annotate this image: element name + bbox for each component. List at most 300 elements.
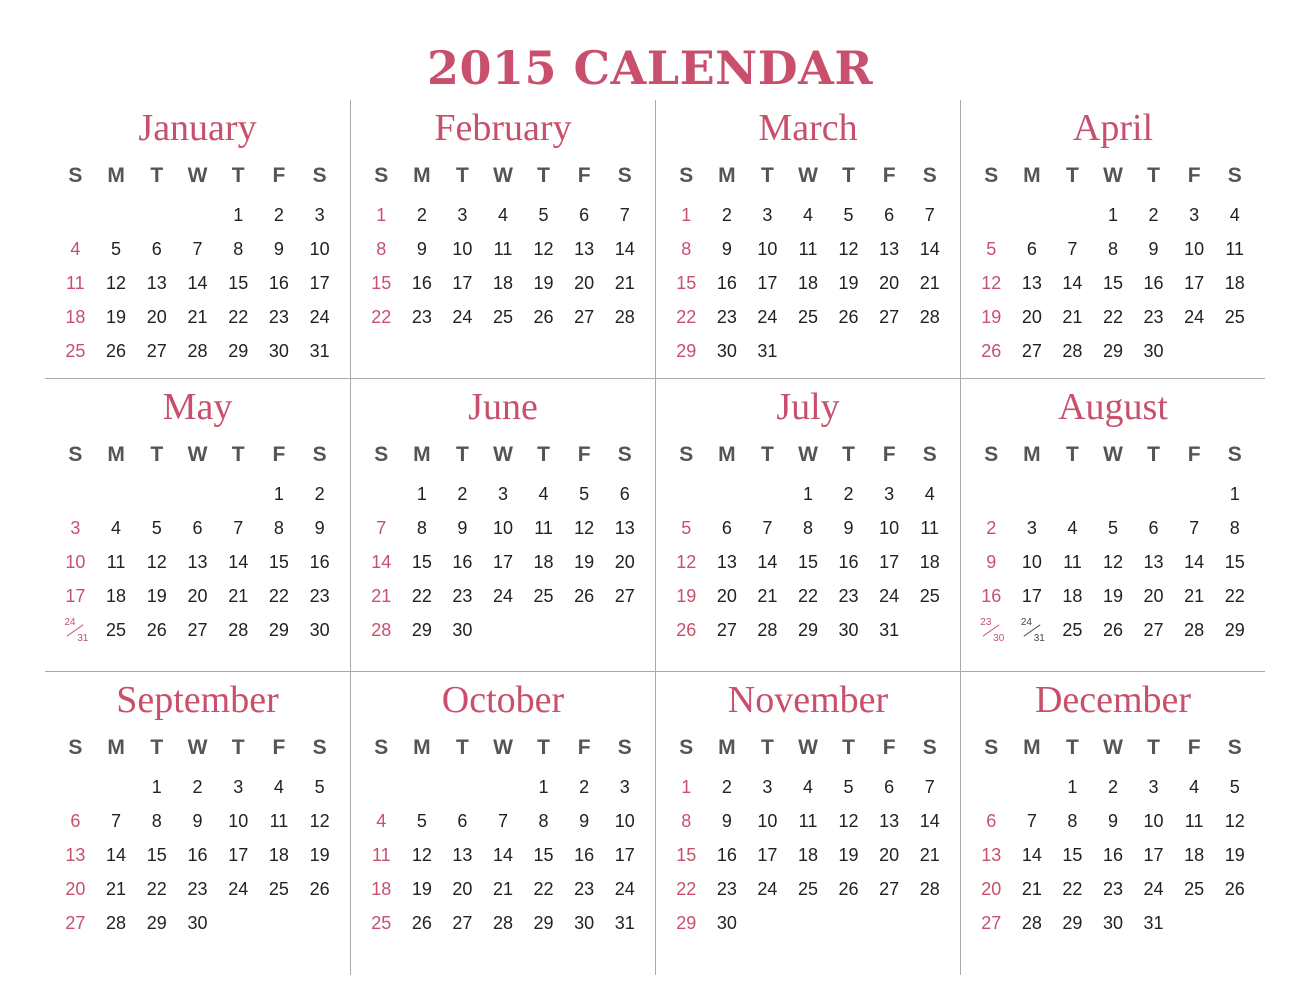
empty-day	[55, 477, 96, 511]
week-row	[55, 838, 340, 872]
day-cell: 21	[1062, 307, 1083, 327]
day-cell: 3	[457, 205, 468, 225]
weekday-header	[666, 730, 950, 766]
day-cell: 18	[1184, 845, 1205, 865]
day-cell: 27	[1143, 620, 1164, 640]
day-cell: 15	[411, 552, 432, 572]
day-cell: 26	[533, 307, 554, 327]
day-cell: 9	[273, 239, 284, 259]
day-cell: 27	[452, 913, 473, 933]
day-cell: 14	[919, 811, 940, 831]
month-name: January	[138, 107, 257, 149]
split-day-second: 30	[993, 633, 1005, 645]
empty-day	[828, 906, 869, 940]
empty-day	[828, 334, 869, 368]
day-cell: 4	[802, 777, 813, 797]
empty-day	[177, 477, 218, 511]
day-cell: 29	[268, 620, 289, 640]
week-row	[971, 334, 1255, 368]
empty-day	[361, 770, 402, 804]
day-cell: 13	[879, 239, 900, 259]
day-cell: 2	[843, 484, 854, 504]
weekday-label-thu: T	[1147, 443, 1160, 466]
weekday-label-sat: S	[617, 443, 632, 466]
weekday-header	[971, 730, 1255, 766]
day-cell: 2	[314, 484, 325, 504]
day-cell: 23	[716, 879, 737, 899]
day-cell: 27	[1021, 341, 1042, 361]
day-cell: 12	[676, 552, 697, 572]
day-cell: 30	[452, 620, 473, 640]
day-cell: 6	[151, 239, 162, 259]
empty-day	[971, 770, 1012, 804]
day-cell: 18	[1224, 273, 1245, 293]
day-cell: 2	[416, 205, 427, 225]
day-cell: 3	[884, 484, 895, 504]
empty-day	[523, 613, 564, 647]
week-row	[55, 613, 340, 647]
weekday-label-wed: W	[187, 164, 208, 187]
day-cell: 2	[192, 777, 203, 797]
day-cell: 26	[411, 913, 432, 933]
day-cell: 17	[757, 273, 778, 293]
day-cell: 1	[416, 484, 427, 504]
split-day	[1012, 613, 1053, 647]
month-january	[45, 100, 350, 379]
day-cell: 29	[146, 913, 167, 933]
week-rows	[666, 477, 950, 647]
day-cell: 6	[579, 205, 590, 225]
week-rows	[55, 770, 340, 940]
day-cell: 9	[1148, 239, 1159, 259]
day-cell: 30	[187, 913, 208, 933]
weekday-label-sun: S	[68, 443, 83, 466]
day-cell: 8	[1107, 239, 1118, 259]
day-cell: 19	[106, 307, 127, 327]
day-cell: 26	[838, 307, 859, 327]
day-cell: 27	[187, 620, 208, 640]
day-cell: 17	[492, 552, 513, 572]
week-row	[361, 770, 645, 804]
day-cell: 3	[70, 518, 81, 538]
week-row	[971, 838, 1255, 872]
day-cell: 9	[986, 552, 997, 572]
day-cell: 12	[838, 811, 859, 831]
day-cell: 5	[1107, 518, 1118, 538]
week-row	[361, 804, 645, 838]
weekday-label-wed: W	[1103, 164, 1123, 187]
week-row	[666, 838, 950, 872]
day-cell: 26	[838, 879, 859, 899]
weekday-header	[361, 158, 645, 194]
day-cell: 5	[416, 811, 427, 831]
week-row	[971, 545, 1255, 579]
weekday-label-wed: W	[798, 164, 818, 187]
weekday-label-mon: M	[1023, 443, 1041, 466]
day-cell: 12	[1224, 811, 1245, 831]
day-cell: 7	[497, 811, 508, 831]
day-cell: 18	[919, 552, 940, 572]
day-cell: 24	[452, 307, 473, 327]
day-cell: 16	[716, 845, 737, 865]
week-row	[971, 770, 1255, 804]
day-cell: 6	[1026, 239, 1037, 259]
month-name: March	[758, 107, 858, 149]
weekday-label-thu: T	[1147, 164, 1160, 187]
empty-day	[1012, 770, 1053, 804]
day-cell: 4	[538, 484, 549, 504]
split-day-second: 31	[77, 633, 89, 645]
week-row	[55, 334, 340, 368]
empty-day	[96, 477, 137, 511]
day-cell: 2	[986, 518, 997, 538]
week-row	[971, 300, 1255, 334]
day-cell: 18	[533, 552, 554, 572]
day-cell: 28	[614, 307, 635, 327]
day-cell: 19	[411, 879, 432, 899]
day-cell: 27	[716, 620, 737, 640]
day-cell: 6	[619, 484, 630, 504]
weekday-label-sat: S	[312, 164, 327, 187]
day-cell: 11	[798, 811, 818, 831]
weekday-header	[55, 437, 340, 473]
day-cell: 7	[233, 518, 244, 538]
day-cell: 13	[146, 273, 167, 293]
day-cell: 10	[1021, 552, 1042, 572]
day-cell: 21	[1021, 879, 1042, 899]
weekday-label-sun: S	[374, 164, 389, 187]
day-cell: 8	[802, 518, 813, 538]
day-cell: 17	[65, 586, 86, 606]
split-day	[971, 613, 1012, 647]
week-row	[361, 477, 645, 511]
week-row	[666, 511, 950, 545]
day-cell: 21	[492, 879, 513, 899]
day-cell: 19	[676, 586, 697, 606]
day-cell: 3	[762, 205, 773, 225]
weekday-label-tue: T	[761, 736, 774, 759]
day-cell: 28	[919, 307, 940, 327]
day-cell: 21	[919, 845, 940, 865]
empty-day	[361, 477, 402, 511]
day-cell: 8	[416, 518, 427, 538]
week-row	[361, 613, 645, 647]
day-cell: 14	[919, 239, 940, 259]
empty-day	[1174, 906, 1215, 940]
weekday-label-tue: T	[150, 164, 164, 187]
split-day-number	[62, 618, 88, 644]
week-row	[55, 198, 340, 232]
weekday-label-wed: W	[493, 443, 513, 466]
day-cell: 5	[314, 777, 325, 797]
day-cell: 11	[1225, 239, 1245, 259]
weekday-label-sat: S	[922, 443, 937, 466]
day-cell: 5	[843, 205, 854, 225]
day-cell: 18	[492, 273, 513, 293]
month-name: April	[1072, 107, 1154, 149]
weekday-label-fri: F	[1187, 736, 1201, 759]
weekday-header	[361, 437, 645, 473]
day-cell: 19	[1224, 845, 1245, 865]
day-cell: 5	[111, 239, 122, 259]
empty-day	[136, 198, 177, 232]
week-row	[361, 232, 645, 266]
month-july	[655, 379, 960, 672]
weekday-label-thu: T	[537, 443, 550, 466]
weekday-label-mon: M	[107, 736, 125, 759]
week-rows	[971, 770, 1255, 940]
day-cell: 2	[721, 205, 732, 225]
day-cell: 24	[614, 879, 635, 899]
weekday-label-tue: T	[761, 443, 774, 466]
weekday-label-fri: F	[272, 164, 286, 187]
day-cell: 19	[146, 586, 167, 606]
weekday-label-thu: T	[842, 443, 855, 466]
day-cell: 2	[273, 205, 284, 225]
week-row	[361, 872, 645, 906]
day-cell: 9	[843, 518, 854, 538]
day-cell: 17	[614, 845, 635, 865]
day-cell: 26	[1102, 620, 1123, 640]
day-cell: 6	[884, 777, 895, 797]
week-row	[55, 579, 340, 613]
day-cell: 5	[843, 777, 854, 797]
weekday-label-fri: F	[577, 736, 591, 759]
weekday-header	[666, 437, 950, 473]
day-cell: 21	[187, 307, 208, 327]
empty-day	[259, 906, 300, 940]
weekday-label-sun: S	[374, 443, 389, 466]
weekday-label-thu: T	[842, 164, 855, 187]
day-cell: 12	[574, 518, 595, 538]
day-cell: 14	[106, 845, 127, 865]
day-cell: 14	[371, 552, 392, 572]
day-cell: 16	[411, 273, 432, 293]
weekday-label-sat: S	[617, 736, 632, 759]
day-cell: 10	[757, 239, 778, 259]
day-cell: 9	[314, 518, 325, 538]
day-cell: 29	[1102, 341, 1123, 361]
empty-day	[869, 334, 910, 368]
day-cell: 8	[1067, 811, 1078, 831]
day-cell: 11	[798, 239, 818, 259]
day-cell: 29	[1062, 913, 1083, 933]
day-cell: 2	[721, 777, 732, 797]
day-cell: 14	[1184, 552, 1205, 572]
empty-day	[971, 198, 1012, 232]
day-cell: 10	[452, 239, 473, 259]
day-cell: 11	[106, 552, 126, 572]
day-cell: 13	[879, 811, 900, 831]
split-day-number	[978, 618, 1004, 644]
day-cell: 8	[681, 811, 692, 831]
day-cell: 1	[681, 205, 692, 225]
day-cell: 6	[457, 811, 468, 831]
day-cell: 8	[538, 811, 549, 831]
day-cell: 12	[981, 273, 1002, 293]
day-cell: 13	[187, 552, 208, 572]
day-cell: 15	[1224, 552, 1245, 572]
day-cell: 10	[1143, 811, 1164, 831]
day-cell: 11	[1063, 552, 1082, 572]
day-cell: 10	[492, 518, 513, 538]
empty-day	[747, 906, 788, 940]
split-day-first: 23	[980, 617, 992, 629]
weekday-label-fri: F	[577, 164, 591, 187]
month-name: February	[434, 107, 572, 149]
day-cell: 30	[716, 913, 737, 933]
day-cell: 3	[1026, 518, 1037, 538]
empty-day	[747, 477, 788, 511]
day-cell: 17	[309, 273, 330, 293]
week-row	[666, 266, 950, 300]
weekday-label-tue: T	[761, 164, 774, 187]
week-row	[666, 613, 950, 647]
weekday-label-tue: T	[150, 443, 164, 466]
day-cell: 26	[106, 341, 127, 361]
day-cell: 11	[493, 239, 513, 259]
day-cell: 13	[1021, 273, 1042, 293]
week-row	[971, 266, 1255, 300]
weekday-label-thu: T	[842, 736, 855, 759]
day-cell: 26	[1224, 879, 1245, 899]
empty-day	[1012, 477, 1053, 511]
month-name: October	[441, 679, 565, 721]
day-cell: 14	[187, 273, 208, 293]
day-cell: 25	[1184, 879, 1205, 899]
day-cell: 4	[376, 811, 387, 831]
day-cell: 5	[986, 239, 997, 259]
weekday-label-sun: S	[984, 443, 999, 466]
day-cell: 18	[371, 879, 392, 899]
day-cell: 16	[838, 552, 859, 572]
day-cell: 22	[268, 586, 289, 606]
day-cell: 12	[411, 845, 432, 865]
day-cell: 20	[879, 273, 900, 293]
day-cell: 14	[1062, 273, 1083, 293]
day-cell: 17	[757, 845, 778, 865]
week-row	[971, 613, 1255, 647]
month-august	[960, 379, 1265, 672]
day-cell: 9	[579, 811, 590, 831]
week-row	[55, 511, 340, 545]
day-cell: 31	[309, 341, 330, 361]
day-cell: 27	[879, 879, 900, 899]
day-cell: 16	[187, 845, 208, 865]
day-cell: 23	[411, 307, 432, 327]
weekday-label-sun: S	[68, 164, 83, 187]
day-cell: 11	[66, 273, 85, 293]
week-row	[666, 477, 950, 511]
day-cell: 6	[884, 205, 895, 225]
day-cell: 27	[981, 913, 1002, 933]
day-cell: 6	[986, 811, 997, 831]
week-row	[361, 838, 645, 872]
day-cell: 24	[1184, 307, 1205, 327]
empty-day	[971, 477, 1012, 511]
day-cell: 8	[681, 239, 692, 259]
week-rows	[361, 477, 645, 647]
empty-day	[96, 198, 137, 232]
day-cell: 29	[797, 620, 818, 640]
day-cell: 19	[574, 552, 595, 572]
day-cell: 23	[309, 586, 330, 606]
day-cell: 1	[1229, 484, 1240, 504]
day-cell: 7	[192, 239, 203, 259]
day-cell: 19	[981, 307, 1002, 327]
split-day-number	[1019, 618, 1045, 644]
weekday-label-wed: W	[798, 736, 818, 759]
day-cell: 26	[146, 620, 167, 640]
day-cell: 25	[65, 341, 86, 361]
day-cell: 20	[146, 307, 167, 327]
week-row	[971, 198, 1255, 232]
weekday-label-wed: W	[798, 443, 818, 466]
day-cell: 23	[1102, 879, 1123, 899]
week-rows	[666, 198, 950, 368]
day-cell: 26	[574, 586, 595, 606]
day-cell: 17	[1184, 273, 1205, 293]
week-rows	[361, 770, 645, 940]
week-row	[666, 545, 950, 579]
empty-day	[1093, 477, 1134, 511]
weekday-label-thu: T	[231, 736, 245, 759]
week-row	[361, 198, 645, 232]
weekday-label-mon: M	[413, 443, 431, 466]
day-cell: 12	[838, 239, 859, 259]
week-row	[971, 906, 1255, 940]
day-cell: 13	[614, 518, 635, 538]
day-cell: 31	[757, 341, 778, 361]
weekday-label-mon: M	[718, 443, 736, 466]
week-row	[361, 266, 645, 300]
day-cell: 30	[1143, 341, 1164, 361]
weekday-label-sat: S	[312, 736, 327, 759]
weekday-label-fri: F	[882, 443, 896, 466]
day-cell: 16	[268, 273, 289, 293]
day-cell: 17	[1021, 586, 1042, 606]
empty-day	[707, 477, 748, 511]
day-cell: 28	[228, 620, 249, 640]
day-cell: 7	[1189, 518, 1200, 538]
weekday-label-sun: S	[679, 443, 694, 466]
week-row	[55, 300, 340, 334]
week-row	[666, 579, 950, 613]
day-cell: 8	[273, 518, 284, 538]
weekday-label-fri: F	[577, 443, 591, 466]
weekday-label-sun: S	[984, 736, 999, 759]
day-cell: 23	[838, 586, 859, 606]
day-cell: 20	[65, 879, 86, 899]
day-cell: 30	[268, 341, 289, 361]
day-cell: 22	[371, 307, 392, 327]
day-cell: 7	[1067, 239, 1078, 259]
day-cell: 26	[981, 341, 1002, 361]
empty-day	[1052, 477, 1093, 511]
weekday-label-fri: F	[272, 736, 286, 759]
day-cell: 28	[1021, 913, 1042, 933]
week-row	[666, 300, 950, 334]
day-cell: 4	[802, 205, 813, 225]
day-cell: 12	[1102, 552, 1123, 572]
day-cell: 18	[797, 845, 818, 865]
day-cell: 25	[919, 586, 940, 606]
weekday-label-tue: T	[1066, 164, 1079, 187]
day-cell: 15	[1102, 273, 1123, 293]
day-cell: 15	[676, 273, 697, 293]
week-rows	[55, 198, 340, 368]
day-cell: 22	[1224, 586, 1245, 606]
